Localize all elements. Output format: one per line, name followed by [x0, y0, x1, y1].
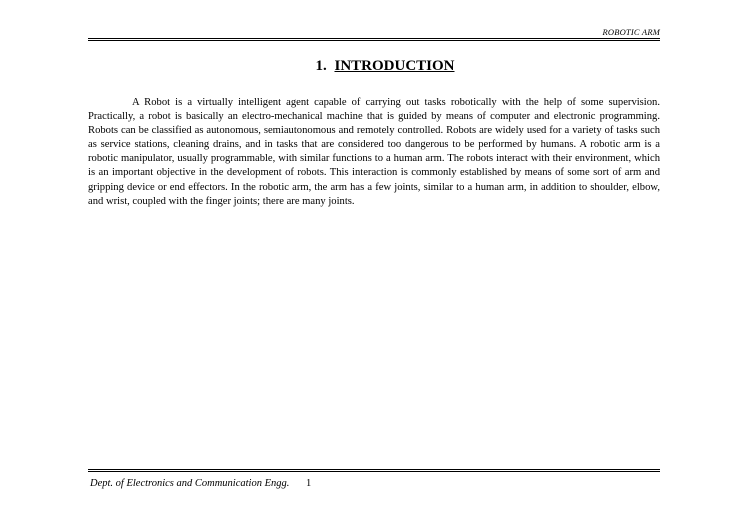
chapter-title: INTRODUCTION: [334, 58, 455, 74]
chapter-heading: [88, 58, 682, 75]
footer-divider: [88, 469, 660, 472]
running-header: ROBOTIC ARM: [602, 27, 660, 37]
header-divider: [88, 38, 660, 41]
intro-paragraph: A Robot is a virtually intelligent agent capable of carrying out tasks robotically with the help of some supervision. Practically, a robot is basically an electro-mechanical machine that is guided by means of computer and electronic programming. Robots can be classified as autonomous, semiautonomous and remotely controlled. Robots are widely used for a variety of tasks such as service stations, cleaning drains, and in tasks that are considered too dangerous to be performed by humans. A robotic arm is a robotic manipulator, usually programmable, with similar functions to a human arm. The robots interact with their environment, which is an important objective in the development of robots. This interaction is commonly established by means of some sort of arm and gripping device or end effectors. In the robotic arm, the arm has a few joints, similar to a human arm, in addition to shoulder, elbow, and wrist, coupled with the finger joints; there are many joints.: [88, 97, 660, 207]
page-footer: [90, 478, 311, 489]
page-number: 1: [306, 478, 312, 489]
chapter-number: 1.: [315, 58, 327, 74]
footer-department: Dept. of Electronics and Communication Engg.: [90, 478, 290, 489]
